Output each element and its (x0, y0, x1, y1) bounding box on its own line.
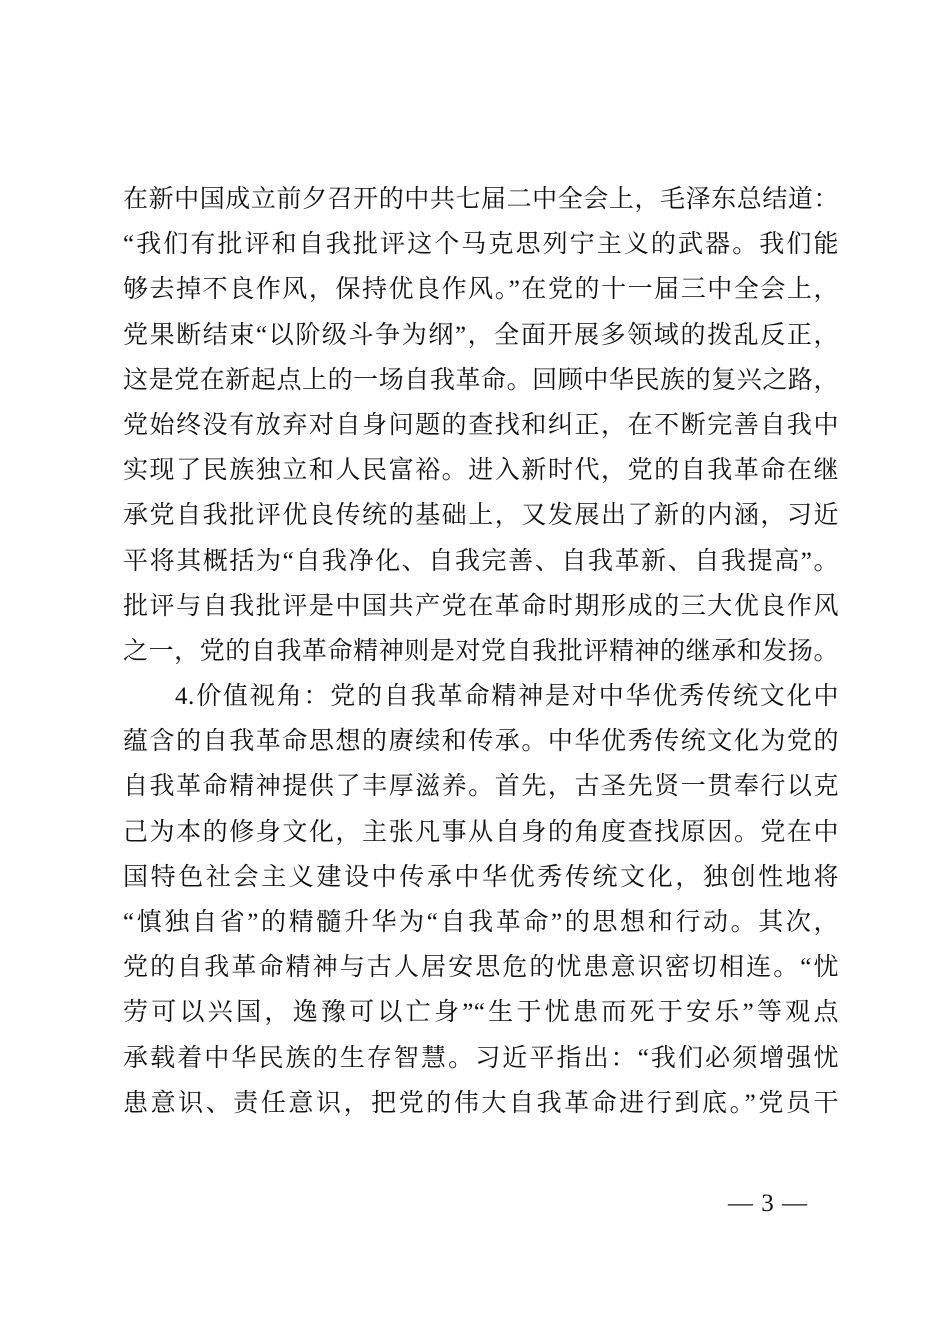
text-line: “我们有批评和自我批评这个马克思列宁主义的武器。我们能 (123, 231, 839, 259)
text-line: 之一，党的自我革命精神则是对党自我批评精神的继承和发扬。 (123, 637, 839, 665)
paragraph-start-line: 4.价值视角：党的自我革命精神是对中华优秀传统文化中 (175, 683, 839, 711)
text-line: 平将其概括为“自我净化、自我完善、自我革新、自我提高”。 (123, 547, 839, 575)
body-text-block (123, 177, 839, 1126)
text-line: 己为本的修身文化，主张凡事从自身的角度查找原因。党在中 (123, 818, 839, 846)
text-line: 自我革命精神提供了丰厚滋养。首先，古圣先贤一贯奉行以克 (123, 773, 839, 801)
text-line: 够去掉不良作风，保持优良作风。”在党的十一届三中全会上， (123, 276, 839, 304)
text-line: “慎独自省”的精髓升华为“自我革命”的思想和行动。其次， (123, 909, 839, 936)
text-line: 党始终没有放弃对自身问题的查找和纠正，在不断完善自我中 (123, 411, 839, 439)
text-line: 蕴含的自我革命思想的赓续和传承。中华优秀传统文化为党的 (123, 728, 839, 756)
text-line: 患意识、责任意识，把党的伟大自我革命进行到底。”党员干 (123, 1089, 839, 1117)
text-line: 劳可以兴国，逸豫可以亡身”“生于忧患而死于安乐”等观点 (123, 999, 839, 1027)
text-line: 党的自我革命精神与古人居安思危的忧患意识密切相连。“忧 (123, 954, 839, 982)
text-line: 承党自我批评优良传统的基础上，又发展出了新的内涵，习近 (123, 502, 839, 530)
text-line: 承载着中华民族的生存智慧。习近平指出：“我们必须增强忧 (123, 1044, 839, 1072)
text-line: 国特色社会主义建设中传承中华优秀传统文化，独创性地将 (123, 863, 839, 891)
text-line: 这是党在新起点上的一场自我革命。回顾中华民族的复兴之路， (123, 366, 839, 394)
page-number: — 3 — (728, 1190, 808, 1217)
text-line: 批评与自我批评是中国共产党在革命时期形成的三大优良作风 (123, 592, 839, 620)
text-line: 在新中国成立前夕召开的中共七届二中全会上，毛泽东总结道： (123, 186, 839, 213)
text-line: 党果断结束“以阶级斗争为纲”，全面开展多领域的拨乱反正， (123, 321, 839, 349)
text-line: 实现了民族独立和人民富裕。进入新时代，党的自我革命在继 (123, 457, 839, 485)
